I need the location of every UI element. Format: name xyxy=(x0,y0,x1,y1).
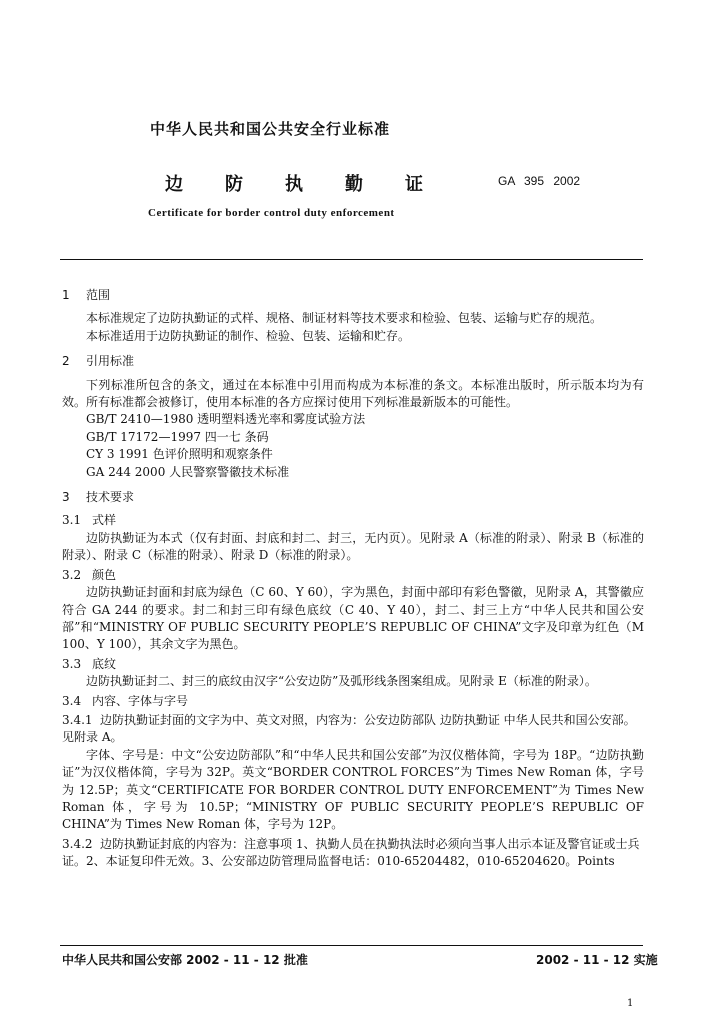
section-title: 引用标准 xyxy=(86,354,135,369)
section-2-heading xyxy=(62,353,644,370)
subsection-number: 3.1 xyxy=(62,513,82,528)
section-1-paragraph-2: 本标准适用于边防执勤证的制作、检验、包装、运输和贮存。 xyxy=(86,328,411,343)
subsection-number: 3.3 xyxy=(62,656,82,671)
section-number: 1 xyxy=(62,288,70,302)
subsection-title: 颜色 xyxy=(92,567,117,582)
subsection-number: 3.4 xyxy=(62,693,82,708)
issuing-authority: 中华人民共和国公共安全行业标准 xyxy=(150,120,391,138)
reference-item: CY 3 1991 色评价照明和观察条件 xyxy=(86,447,273,462)
subsection-3-3-heading xyxy=(62,656,644,673)
approval-line: 中华人民共和国公安部 2002 - 11 - 12 批准 xyxy=(62,953,308,967)
document-title: 边防执勤证 xyxy=(165,174,465,195)
subsection-3-4-heading xyxy=(62,693,644,710)
subsection-title: 式样 xyxy=(92,513,117,528)
reference-item: GB/T 2410—1980 透明塑料透光率和雾度试验方法 xyxy=(86,412,366,427)
subsection-3-2-paragraph: 边防执勤证封面和封底为绿色（C 60、Y 60），字为黑色，封面中部印有彩色警徽，见附录 A，其警徽应符合 GA 244 的要求。封二和封三印有绿色底纹（C 40、Y 40），封二、封三上方“中华人民共和国公安部”和“MINISTRY OF PUBLIC SECURITY PEOPLE’S REPUBLIC OF CHINA”文字及印章为红色（M 100、Y 100），其余文字为黑色。 xyxy=(62,585,644,652)
section-1-paragraph-1: 本标准规定了边防执勤证的式样、规格、制证材料等技术要求和检验、包装、运输与贮存的规范。 xyxy=(86,311,603,326)
reference-item: GB/T 17172—1997 四一七 条码 xyxy=(86,429,269,444)
subsection-number: 3.4.1 xyxy=(62,712,93,727)
section-title: 技术要求 xyxy=(86,490,135,505)
subsection-3-2-heading xyxy=(62,567,644,584)
subsection-3-1-heading xyxy=(62,512,644,529)
english-title: Certificate for border control duty enforcement xyxy=(148,207,395,219)
reference-item: GA 244 2000 人民警察警徽技术标准 xyxy=(86,464,290,479)
document-body xyxy=(62,279,644,871)
subsection-title: 内容、字体与字号 xyxy=(92,693,189,708)
subsection-text: 边防执勤证封面的文字为中、英文对照，内容为：公安边防部队 边防执勤证 中华人民共和国公安部。见附录 A。 xyxy=(62,712,636,745)
subsection-3-4-2 xyxy=(62,836,644,871)
subsection-text: 边防执勤证封底的内容为：注意事项 1、执勤人员在执勤执法时必须向当事人出示本证及警官证或士兵证。2、本证复印件无效。3、公安部边防管理局监督电话：010-65204482，010-65204620。Points xyxy=(62,836,640,869)
subsection-3-4-1-fonts: 字体、字号是：中文“公安边防部队”和“中华人民共和国公安部”为汉仪楷体简，字号为 18P。“边防执勤证”为汉仪楷体简，字号为 32P。英文“BORDER CONTROL FORCES”为 Times New Roman 体，字号为 12.5P；英文“CERTIFICATE FOR BORDER CONTROL DUTY ENFORCEMENT”为 Times New Roman 体，字号为 10.5P；“MINISTRY OF PUBLIC SECURITY PEOPLE’S REPUBLIC OF CHINA”为 Times New Roman 体，字号为 12P。 xyxy=(62,747,644,832)
subsection-number: 3.2 xyxy=(62,567,82,582)
section-number: 3 xyxy=(62,490,70,505)
effective-date: 2002 - 11 - 12 实施 xyxy=(536,953,658,967)
subsection-3-4-1 xyxy=(62,712,644,747)
section-title: 范围 xyxy=(86,288,111,302)
subsection-number: 3.4.2 xyxy=(62,836,93,851)
footer-divider xyxy=(60,945,643,946)
standard-number: GA 395 2002 xyxy=(498,174,581,188)
page-number: 1 xyxy=(627,998,634,1009)
section-3-heading xyxy=(62,489,644,506)
header-divider xyxy=(60,259,643,260)
section-2-paragraph: 下列标准所包含的条文，通过在本标准中引用而构成为本标准的条文。本标准出版时，所示版本均为有效。所有标准都会被修订，使用本标准的各方应探讨使用下列标准最新版本的可能性。 xyxy=(62,377,644,410)
subsection-3-3-paragraph: 边防执勤证封二、封三的底纹由汉字“公安边防”及弧形线条图案组成。见附录 E（标准的附录）。 xyxy=(86,674,597,689)
section-1-heading xyxy=(62,287,644,304)
section-number: 2 xyxy=(62,354,70,369)
subsection-title: 底纹 xyxy=(92,656,117,671)
subsection-3-1-paragraph: 边防执勤证为本式（仅有封面、封底和封二、封三，无内页）。见附录 A（标准的附录）、附录 B（标准的附录）、附录 C（标准的附录）、附录 D（标准的附录）。 xyxy=(62,530,644,563)
